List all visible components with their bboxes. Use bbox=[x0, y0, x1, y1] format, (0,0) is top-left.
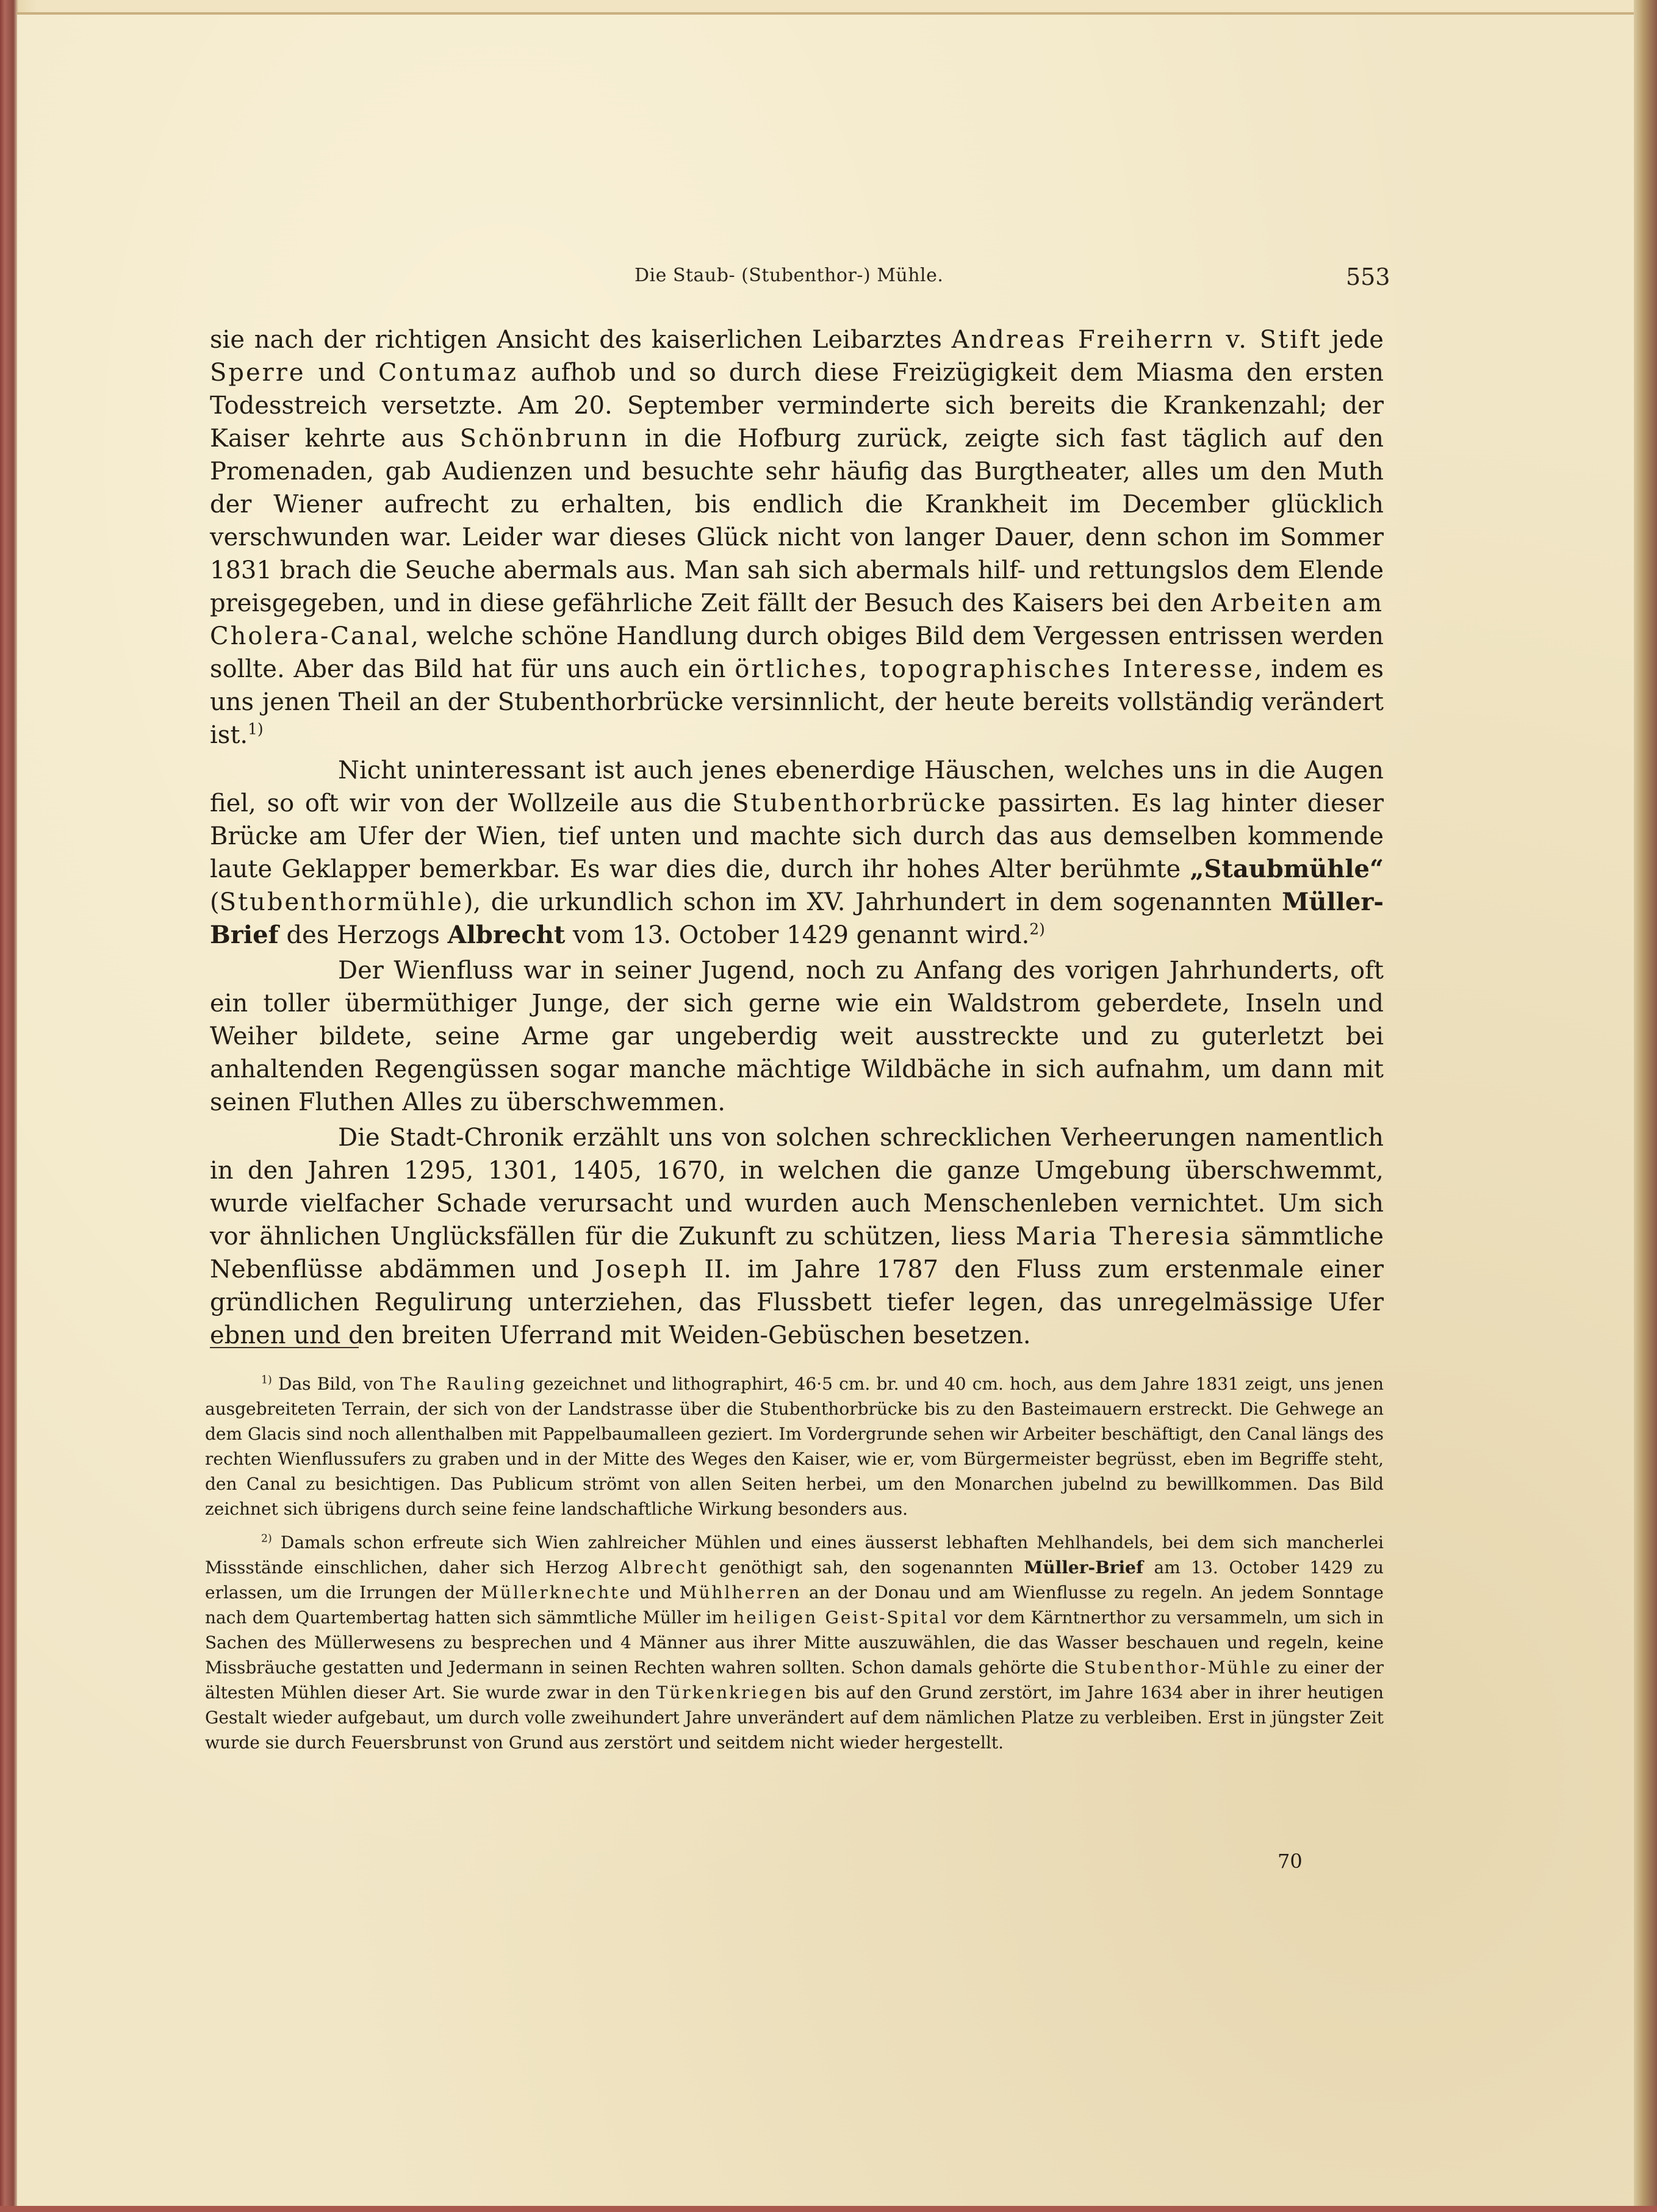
text-run: ), die urkundlich schon im XV. Jahrhundert in dem sogenannten bbox=[463, 888, 1282, 916]
text-run: Das Bild, von bbox=[271, 1374, 401, 1394]
blackletter-term: Müller-Brief bbox=[1024, 1557, 1144, 1578]
blackletter-term: Müller-Brief bbox=[210, 888, 1384, 949]
footnotes bbox=[205, 1371, 1384, 1755]
binding-edge bbox=[0, 2206, 1657, 2212]
text-run: vom 13. October 1429 genannt wird. bbox=[565, 921, 1030, 949]
spaced-place: Stubenthorbrücke bbox=[732, 789, 988, 817]
spaced-term: Arbeiten am Cholera-Canal bbox=[210, 589, 1384, 650]
text-run: Der Wienfluss war in seiner Jugend, noch zu Anfang des vorigen Jahrhunderts, oft ein toller übermüthiger Junge, der sich gerne wie ein Waldstrom geberdete, Inseln und Weiher bildete, seine Arme gar ungeberdig weit ausstreckte und zu guterletzt bei anhaltenden Regengüssen sogar manche mächtige Wildbäche in sich aufnahm, um dann mit seinen Fluthen Alles zu überschwemmen. bbox=[210, 957, 1384, 1116]
footnote bbox=[205, 1530, 1384, 1755]
text-run: gezeichnet und lithographirt, 46·5 cm. br. und 40 cm. hoch, aus dem Jahre 1831 zeigt, uns jenen ausgebreiteten Terrain, der sich von der Landstrasse über die Stubenthorbrücke bis zu den Basteimauern erstreckt. Die Gehwege an dem Glacis sind noch allenthalben mit Pappelbaumalleen geziert. Im Vordergrunde sehen wir Arbeiter beschäftigt, den Canal längs des rechten Wienflussufers zu graben und in der Mitte des Weges den Kaiser, wie er, vom Bürgermeister begrüsst, eben im Begriffe steht, den Canal zu besichtigen. Das Publicum strömt von allen Seiten herbei, um den Monarchen jubelnd zu bewillkommen. Das Bild zeichnet sich übrigens durch seine feine landschaftliche Wirkung besonders aus. bbox=[205, 1374, 1384, 1519]
text-run: an der Donau und am Wienflusse zu regeln. An jedem Sonntage nach dem Quartembertag hatten sich sämmtliche Müller im bbox=[205, 1582, 1384, 1628]
footnote-ref: 2) bbox=[1029, 920, 1045, 938]
footnote-divider bbox=[210, 1347, 359, 1348]
text-run: am 13. October 1429 zu erlassen, um die Irrungen der bbox=[205, 1557, 1384, 1603]
paragraph bbox=[210, 754, 1384, 952]
running-header: Die Staub- (Stubenthor-) Mühle. bbox=[634, 265, 944, 286]
spaced-place: Schönbrunn bbox=[459, 425, 630, 453]
spaced-term: Türkenkriegen bbox=[656, 1682, 808, 1703]
spaced-place: Stubenthor-Mühle bbox=[1084, 1657, 1272, 1678]
spaced-term: örtliches, topographisches Interesse bbox=[735, 655, 1254, 683]
text-run: sie nach der richtigen Ansicht des kaiserlichen Leibarztes bbox=[210, 326, 952, 354]
text-run: ( bbox=[210, 888, 220, 916]
blackletter-name: Albrecht bbox=[447, 921, 566, 949]
text-run: II. im Jahre 1787 den Fluss zum erstenmale einer gründlichen Regulirung unterziehen, das Flussbett tiefer legen, das unregelmässige Ufer ebnen und den breiten Uferrand mit Weiden-Gebüschen besetzen. bbox=[210, 1255, 1384, 1349]
signature-mark: 70 bbox=[1278, 1850, 1303, 1873]
main-text bbox=[210, 323, 1384, 1352]
spaced-place: heiligen Geist-Spital bbox=[733, 1607, 949, 1628]
text-run: und bbox=[631, 1582, 680, 1603]
text-run: passirten. Es lag hinter dieser Brücke am Ufer der Wien, tief unten und machte sich durch das aus demselben kommende laute Geklapper bemerkbar. Es war dies die, durch ihr hohes Alter berühmte bbox=[210, 789, 1384, 883]
text-run: aufhob und so durch diese Freizügigkeit dem Miasma den ersten Todesstreich versetzte. Am 20. September verminderte sich bereits die Krankenzahl; der Kaiser kehrte aus bbox=[210, 359, 1384, 453]
text-run: sämmtliche Nebenflüsse abdämmen und bbox=[210, 1223, 1384, 1284]
text-run: bis auf den Grund zerstört, im Jahre 1634 aber in ihrer heutigen Gestalt wieder aufgebaut, um durch volle zweihundert Jahre unverändert auf dem nämlichen Platze zu verbleiben. Erst in jüngster Zeit wurde sie durch Feuersbrunst von Grund aus zerstört und seitdem nicht wieder hergestellt. bbox=[205, 1682, 1384, 1753]
footnote-marker: 2) bbox=[261, 1532, 272, 1545]
blackletter-term: „Staubmühle“ bbox=[1190, 855, 1384, 883]
paragraph bbox=[210, 1121, 1384, 1352]
text-run: Damals schon erfreute sich Wien zahlreicher Mühlen und eines äusserst lebhaften Mehlhandels, bei dem sich mancherlei Missstände einschlichen, daher sich Herzog bbox=[205, 1532, 1384, 1578]
text-run: zu einer der ältesten Mühlen dieser Art. Sie wurde zwar in den bbox=[205, 1657, 1384, 1703]
spaced-term: Contumaz bbox=[378, 359, 518, 387]
spaced-name: Andreas Freiherrn v. Stift bbox=[951, 326, 1322, 354]
text-run: Die Stadt-Chronik erzählt uns von solchen schrecklichen Verheerungen namentlich in den Jahren 1295, 1301, 1405, 1670, in welchen die ganze Umgebung überschwemmt, wurde vielfacher Schade verursacht und wurden auch Menschenleben vernichtet. Um sich vor ähnlichen Unglücksfällen für die Zukunft zu schützen, liess bbox=[210, 1124, 1384, 1251]
spaced-term: Sperre bbox=[210, 359, 306, 387]
spaced-place: Stubenthormühle bbox=[219, 888, 464, 916]
page-number: 553 bbox=[1346, 264, 1390, 290]
text-run: in die Hofburg zurück, zeigte sich fast täglich auf den Promenaden, gab Audienzen und besuchte sehr häufig das Burgtheater, alles um den Muth der Wiener aufrecht zu erhalten, bis endlich die Krankheit im December glücklich verschwunden war. Leider war dieses Glück nicht von langer Dauer, denn schon im Sommer 1831 brach die Seuche abermals aus. Man sah sich abermals hilf- und rettungslos dem Elende preisgegeben, und in diese gefährliche Zeit fällt der Besuch des Kaisers bei den bbox=[210, 425, 1384, 617]
text-run: vor dem Kärntnerthor zu versammeln, um sich in Sachen des Müllerwesens zu besprechen und 4 Männer aus ihrer Mitte auszuwählen, die das Wasser beschauen und regeln, keine Missbräuche gestatten und Jedermann in seinen Rechten wahren sollten. Schon damals gehörte die bbox=[205, 1607, 1384, 1678]
footnote-ref: 1) bbox=[248, 720, 264, 738]
spaced-name: Maria Theresia bbox=[1015, 1223, 1232, 1251]
page-edge bbox=[1634, 0, 1657, 2212]
text-run: genöthigt sah, den sogenannten bbox=[708, 1557, 1024, 1578]
paragraph bbox=[210, 954, 1384, 1119]
text-run: , indem es uns jenen Theil an der Stubenthorbrücke versinnlicht, der heute bereits vollständig verändert ist. bbox=[210, 655, 1384, 749]
footnote bbox=[205, 1371, 1384, 1521]
text-run: und bbox=[305, 359, 378, 387]
spaced-term: Mühlherren bbox=[679, 1582, 802, 1603]
paragraph bbox=[210, 323, 1384, 752]
spaced-name: Joseph bbox=[594, 1255, 689, 1284]
spaced-term: Müllerknechte bbox=[481, 1582, 631, 1603]
text-run: , welche schöne Handlung durch obiges Bild dem Vergessen entrissen werden sollte. Aber das Bild hat für uns auch ein bbox=[210, 622, 1384, 683]
text-run: Nicht uninteressant ist auch jenes ebenerdige Häuschen, welches uns in die Augen fiel, so oft wir von der Wollzeile aus die bbox=[210, 756, 1384, 817]
text-run: jede bbox=[1321, 326, 1384, 354]
spaced-name: The Rauling bbox=[400, 1374, 527, 1394]
footnote-marker: 1) bbox=[261, 1374, 272, 1387]
text-run: des Herzogs bbox=[278, 921, 448, 949]
spaced-name: Albrecht bbox=[619, 1557, 709, 1578]
